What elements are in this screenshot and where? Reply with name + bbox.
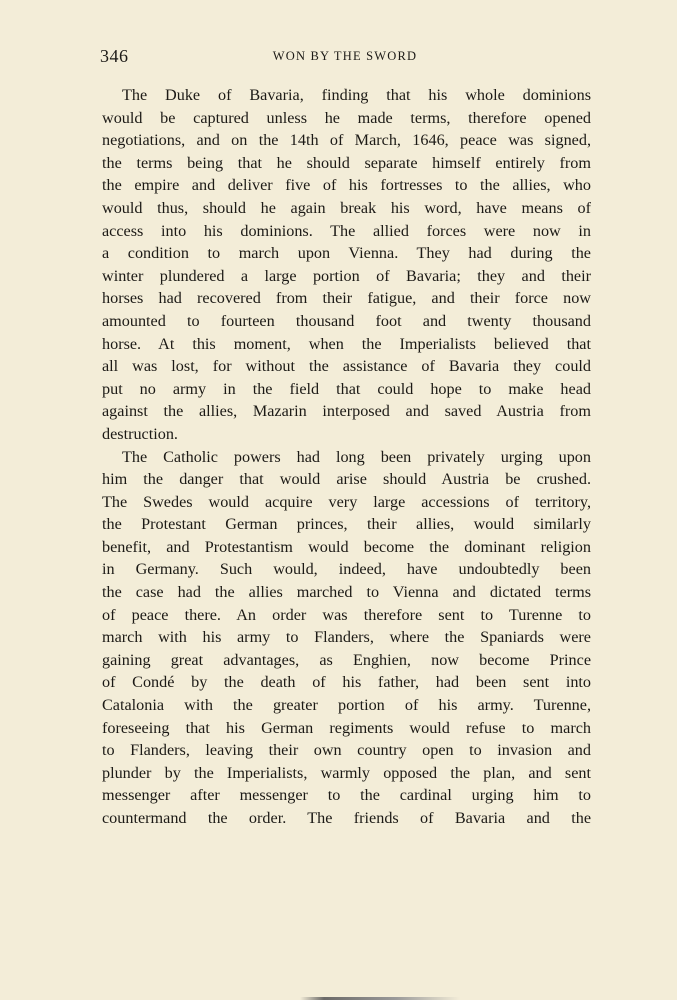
text-line: winter plundered a large portion of Bavaria; they and their <box>102 266 591 285</box>
text-line: horse. At this moment, when the Imperialists believed that <box>102 334 591 353</box>
text-line: in Germany. Such would, indeed, have undoubtedly been <box>102 560 591 579</box>
text-line: countermand the order. The friends of Bavaria and the <box>102 809 591 827</box>
text-line: would be captured unless he made terms, therefore opened <box>102 108 591 127</box>
text-line: destruction. <box>102 424 178 443</box>
running-head: WON BY THE SWORD <box>272 49 418 63</box>
text-line: would thus, should he again break his word, have means of <box>102 198 591 217</box>
text-line: foreseeing that his German regiments would refuse to march <box>102 718 591 737</box>
text-line: against the allies, Mazarin interposed and saved Austria from <box>102 402 591 421</box>
page-header <box>100 46 590 74</box>
text-line: access into his dominions. The allied forces were now in <box>102 221 591 240</box>
text-line: amounted to fourteen thousand foot and twenty thousand <box>102 311 591 330</box>
text-line: The Duke of Bavaria, finding that his whole dominions <box>122 86 591 104</box>
text-line: horses had recovered from their fatigue, and their force now <box>102 289 591 308</box>
text-line: the Protestant German princes, their allies, would similarly <box>102 515 591 534</box>
text-line: The Catholic powers had long been privately urging upon <box>122 447 591 466</box>
text-line: to Flanders, leaving their own country open to invasion and <box>102 741 591 760</box>
text-line: benefit, and Protestantism would become the dominant religion <box>102 537 591 556</box>
text-line: messenger after messenger to the cardinal urging him to <box>102 786 591 805</box>
text-line: gaining great advantages, as Enghien, now become Prince <box>102 650 591 669</box>
text-line: plunder by the Imperialists, warmly opposed the plan, and sent <box>102 763 591 782</box>
text-line: the case had the allies marched to Vienna and dictated terms <box>102 583 591 602</box>
text-line: a condition to march upon Vienna. They had during the <box>102 244 591 263</box>
body-text <box>102 84 591 830</box>
text-line: of Condé by the death of his father, had been sent into <box>102 673 591 692</box>
text-line: the empire and deliver five of his fortresses to the allies, who <box>102 176 591 195</box>
page-number: 346 <box>100 46 129 66</box>
text-line: the terms being that he should separate himself entirely from <box>102 153 591 172</box>
text-line: him the danger that would arise should Austria be crushed. <box>102 470 591 489</box>
text-line: put no army in the field that could hope to make head <box>102 379 591 398</box>
text-line: Catalonia with the greater portion of his army. Turenne, <box>102 696 591 715</box>
text-line: of peace there. An order was therefore sent to Turenne to <box>102 605 591 624</box>
text-line: march with his army to Flanders, where the Spaniards were <box>102 628 591 647</box>
text-line: The Swedes would acquire very large accessions of territory, <box>102 492 591 511</box>
text-line: all was lost, for without the assistance of Bavaria they could <box>102 357 591 376</box>
text-line: negotiations, and on the 14th of March, 1646, peace was signed, <box>102 131 591 150</box>
